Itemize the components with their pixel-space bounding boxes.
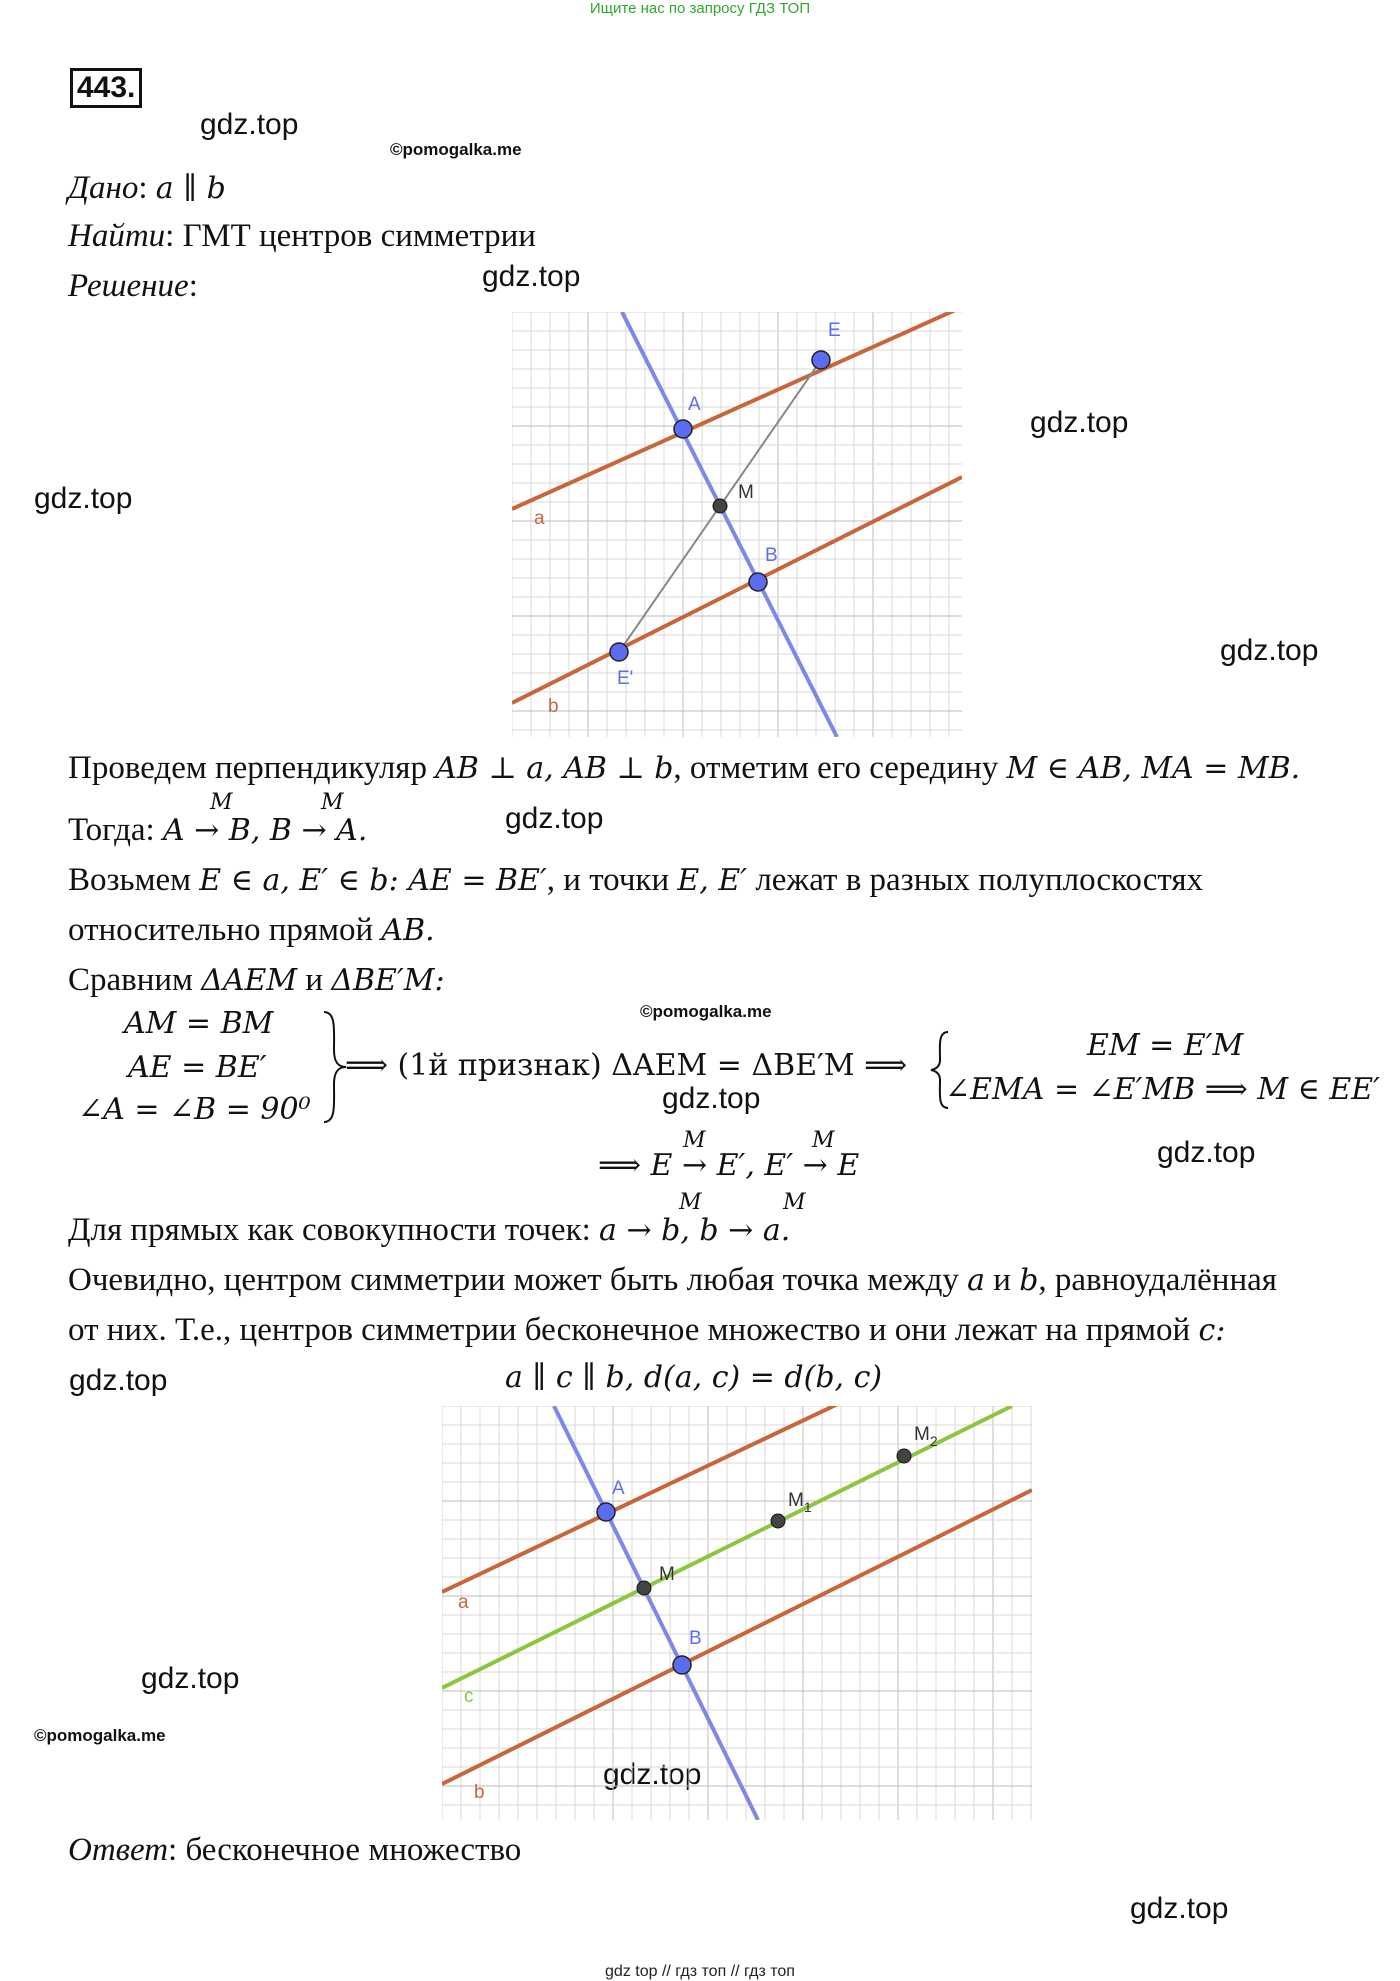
point-m	[637, 1581, 651, 1595]
over-m: M	[679, 1190, 702, 1215]
result-1: EM = E′M	[1087, 1028, 1244, 1063]
watermark: gdz.top	[505, 802, 604, 835]
copyright: ©pomogalka.me	[34, 1726, 166, 1745]
watermark: gdz.top	[200, 108, 299, 141]
given-label: Дано	[68, 170, 139, 206]
line-6: Для прямых как совокупности точек: a → b, b → a.	[68, 1212, 791, 1248]
figure-1	[512, 312, 962, 737]
solution-label: Решение	[68, 268, 189, 304]
answer-label: Ответ	[68, 1832, 169, 1868]
line-5: Сравним ΔAEM и ΔBE′M:	[68, 962, 445, 998]
watermark: gdz.top	[1220, 634, 1319, 667]
label-m: M	[659, 1564, 675, 1585]
line-7: Очевидно, центром симметрии может быть любая точка между a и b, равноудалённая	[68, 1262, 1277, 1298]
over-m: M	[783, 1190, 806, 1215]
find-label: Найти	[68, 218, 166, 254]
label-b: B	[689, 1628, 702, 1649]
label-b: B	[765, 545, 778, 566]
label-m2: $M_2$	[914, 1424, 938, 1449]
figure-2	[442, 1406, 1032, 1820]
label-line-c: c	[464, 1686, 474, 1707]
label-line-a: a	[534, 508, 545, 529]
watermark: gdz.top	[1030, 406, 1129, 439]
over-m: M	[210, 790, 233, 815]
label-m: M	[738, 482, 754, 503]
label-m1: $M_1$	[788, 1490, 812, 1515]
line-8: от них. Т.е., центров симметрии бесконечное множество и они лежат на прямой c:	[68, 1312, 1226, 1348]
implies-2: ⟹ E → E′, E′ → E	[598, 1148, 860, 1183]
find-text: : ГМТ центров симметрии	[165, 218, 536, 254]
label-line-b: b	[548, 696, 559, 717]
implies-1: ⟹ (1й признак) ΔAEM = ΔBE′M ⟹	[345, 1048, 908, 1083]
point-e-prime	[610, 643, 628, 661]
line-a	[512, 312, 962, 509]
given-text: a ∥ b	[155, 171, 226, 206]
watermark: gdz.top	[482, 260, 581, 293]
copyright: ©pomogalka.me	[640, 1002, 772, 1021]
sys-1: AM = BM	[124, 1006, 274, 1041]
line-2: Тогда: A → B, B → A.	[68, 812, 368, 848]
point-b	[749, 573, 767, 591]
watermark: gdz.top	[141, 1662, 240, 1695]
find-line	[68, 216, 536, 256]
point-a	[674, 420, 692, 438]
point-e	[812, 351, 830, 369]
sys-3: ∠A = ∠B = 90⁰	[78, 1092, 311, 1127]
label-e-prime: E'	[617, 668, 634, 689]
given-line: Дано: a ∥ b	[68, 170, 226, 206]
result-2: ∠EMA = ∠E′MB ⟹ M ∈ EE′	[945, 1072, 1380, 1107]
label-a: A	[612, 1478, 625, 1499]
line-b	[512, 477, 962, 703]
answer-text: : бесконечное множество	[168, 1832, 522, 1868]
watermark: gdz.top	[662, 1082, 761, 1115]
grid	[442, 1406, 1032, 1820]
line-a	[442, 1406, 842, 1592]
point-m1	[771, 1514, 785, 1528]
label-line-a: a	[458, 1592, 469, 1613]
watermark: gdz.top	[69, 1364, 168, 1397]
solution-line: Решение:	[68, 268, 198, 304]
grid	[512, 312, 962, 737]
label-line-b: b	[474, 1782, 485, 1803]
problem-number: 443.	[70, 68, 142, 108]
over-m: M	[683, 1128, 706, 1153]
line-1: Проведем перпендикуляр AB ⊥ a, AB ⊥ b, отметим его середину M ∈ AB, MA = MB.	[68, 750, 1301, 786]
bottom-note: gdz top // гдз топ // гдз топ	[605, 1963, 795, 1980]
point-a	[597, 1503, 615, 1521]
watermark: gdz.top	[1130, 1892, 1229, 1925]
line-b	[442, 1490, 1032, 1784]
label-a: A	[688, 394, 701, 415]
top-note: Ищите нас по запросу ГДЗ ТОП	[589, 0, 811, 17]
watermark: gdz.top	[1157, 1136, 1256, 1169]
point-m2	[897, 1449, 911, 1463]
line-3: Возьмем E ∈ a, E′ ∈ b: AE = BE′, и точки E, E′ лежат в разных полуплоскостях	[68, 862, 1204, 898]
line-9: a ∥ c ∥ b, d(a, c) = d(b, c)	[505, 1360, 883, 1395]
copyright: ©pomogalka.me	[390, 140, 522, 159]
point-m	[713, 499, 727, 513]
label-e: E	[828, 320, 841, 341]
watermark: gdz.top	[603, 1758, 702, 1791]
point-b	[673, 1656, 691, 1674]
answer-line	[68, 1830, 521, 1870]
watermark: gdz.top	[34, 482, 133, 515]
sys-2: AE = BE′	[128, 1050, 267, 1085]
line-4: относительно прямой AB.	[68, 912, 435, 948]
over-m: M	[812, 1128, 835, 1153]
over-m: M	[321, 790, 344, 815]
